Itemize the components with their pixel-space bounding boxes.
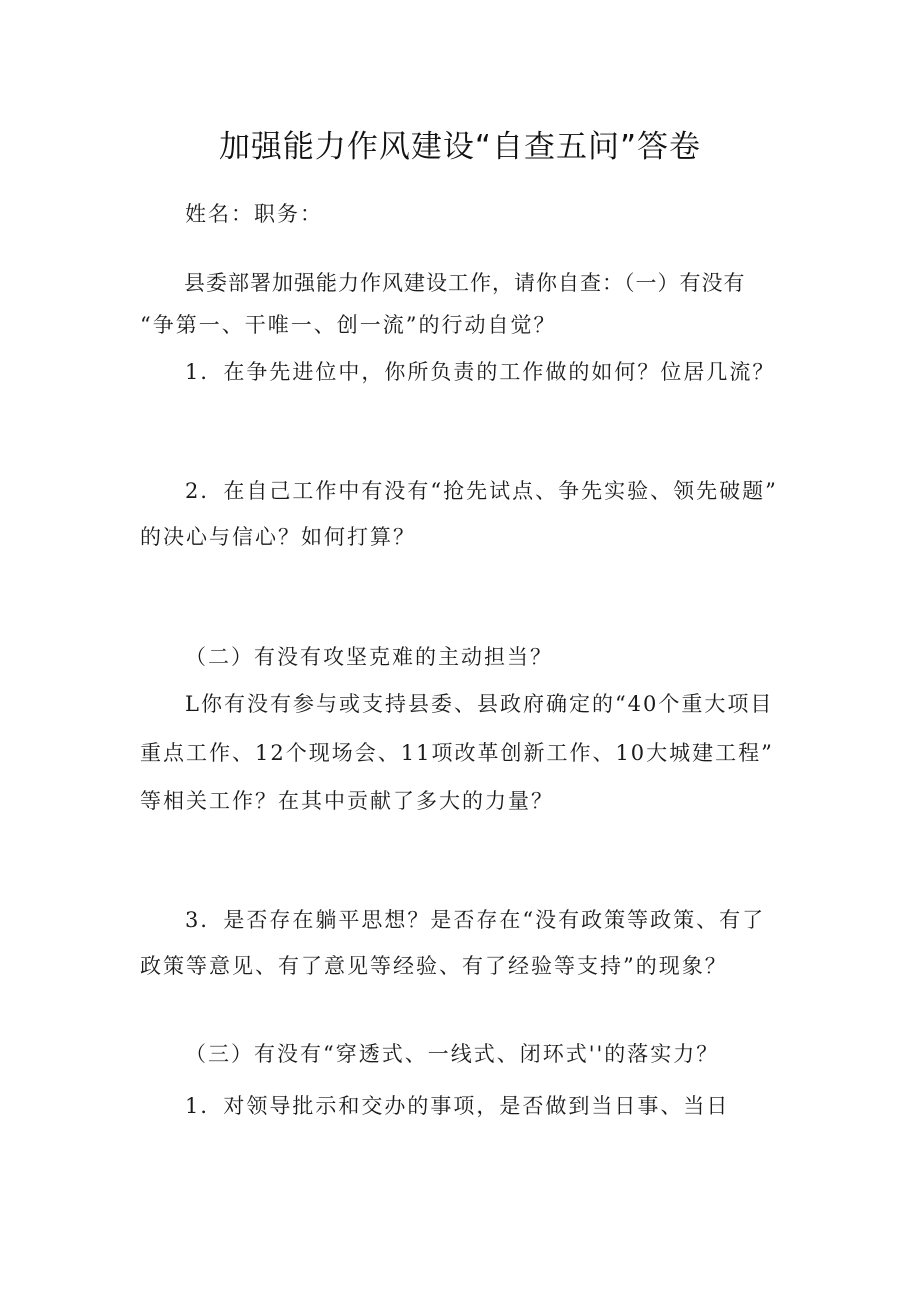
section2-question3-line1: 3．是否存在躺平思想？是否存在“没有政策等政策、有了	[185, 908, 766, 932]
section2-question1-line2: 重点工作、12个现场会、11项改革创新工作、10大城建工程”	[140, 741, 774, 765]
intro-line-2: “争第一、干唯一、创一流”的行动自觉？	[140, 313, 557, 337]
document-title: 加强能力作风建设“自查五问”答卷	[218, 129, 702, 165]
section1-question2-line1: 2．在自己工作中有没有“抢先试点、争先实验、领先破题”	[185, 479, 778, 503]
section2-question1-line1: L你有没有参与或支持县委、县政府确定的“40个重大项目	[185, 692, 774, 716]
section3-heading: （三）有没有“穿透式、一线式、闭环式''的落实力？	[185, 1042, 720, 1066]
name-position-line: 姓名：职务：	[185, 202, 323, 226]
section2-heading: （二）有没有攻坚克难的主动担当？	[185, 645, 553, 669]
section2-question3-line2: 政策等意见、有了意见等经验、有了经验等支持”的现象？	[140, 954, 728, 978]
section1-question1: 1．在争先进位中，你所负责的工作做的如何？位居几流？	[185, 360, 776, 384]
section1-question2-line2: 的决心与信心？如何打算？	[140, 525, 416, 549]
intro-line-1: 县委部署加强能力作风建设工作，请你自查：（一）有没有	[184, 271, 746, 295]
section2-question1-line3: 等相关工作？在其中贡献了多大的力量？	[140, 789, 554, 813]
section3-question1: 1．对领导批示和交办的事项，是否做到当日事、当日	[185, 1094, 730, 1118]
